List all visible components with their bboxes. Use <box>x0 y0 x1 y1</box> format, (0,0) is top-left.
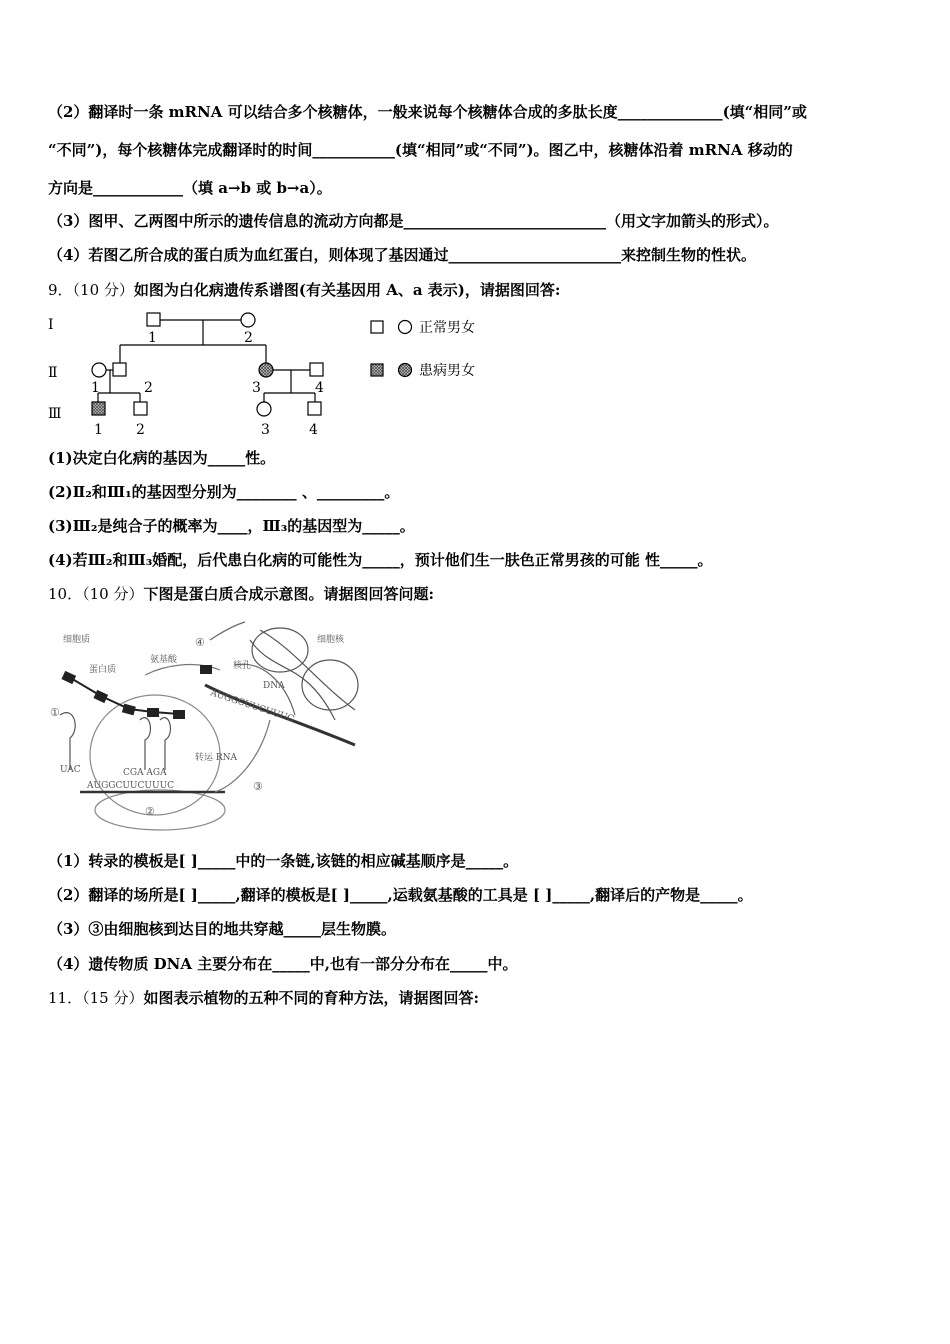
mark-1: ① <box>50 706 60 719</box>
q8-part2-line1: （2）翻译时一条 mRNA 可以结合多个核糖体，一般来说每个核糖体合成的多肽长度______________(填“相同”或 <box>48 103 807 121</box>
III2-label: 2 <box>136 422 145 438</box>
legend-affected-male-icon <box>371 364 383 376</box>
ped-II3-female-affected <box>259 363 273 377</box>
trna-label: 转运 RNA <box>195 753 238 763</box>
q8-part2-line2: “不同”)，每个核糖体完成翻译时的时间___________(填“相同”或“不同”)。图乙中，核糖体沿着 mRNA 移动的 <box>48 141 793 159</box>
II2-label: 2 <box>144 380 153 396</box>
q9-title: 如图为白化病遗传系谱图(有关基因用 A、a 表示)，请据图回答: <box>133 281 561 299</box>
q9-sub4: (4)若Ⅲ₂和Ⅲ₃婚配，后代患白化病的可能性为_____，预计他们生一肤色正常男孩的可能 性_____。 <box>48 551 713 569</box>
q10-title: 下图是蛋白质合成示意图。请据图回答问题: <box>143 585 434 603</box>
q10-number: 10．（10 分） <box>48 585 144 603</box>
q9-number: 9．（10 分） <box>48 281 134 299</box>
q11-header <box>48 988 479 1008</box>
legend-normal-male-icon <box>371 321 383 333</box>
ped-I1-male-normal <box>147 313 160 326</box>
gen-III-label: Ⅲ <box>48 406 62 422</box>
protein-synthesis-figure <box>45 620 370 835</box>
q11-number: 11．（15 分） <box>48 989 144 1007</box>
q9-sub3: (3)Ⅲ₂是纯合子的概率为____，Ⅲ₃的基因型为_____。 <box>48 517 415 535</box>
amino-acid-bead <box>200 665 212 674</box>
q10-sub2: （2）翻译的场所是[ ]_____,翻译的模板是[ ]_____,运载氨基酸的工具是 [ ]_____,翻译后的产物是_____。 <box>48 886 753 904</box>
q11-title: 如图表示植物的五种不同的育种方法，请据图回答: <box>143 989 479 1007</box>
protein-label: 蛋白质 <box>89 665 117 675</box>
legend-affected-female-icon <box>399 364 412 377</box>
amino-acid-label: 氨基酸 <box>150 655 178 665</box>
q10-sub1: （1）转录的模板是[ ]_____中的一条链,该链的相应碱基顺序是_____。 <box>48 852 519 870</box>
mark-4: ④ <box>195 636 205 649</box>
ped-II4-male-normal <box>310 363 323 376</box>
legend-normal-label: 正常男女 <box>419 320 475 336</box>
q9-sub1: (1)决定白化病的基因为_____性。 <box>48 449 276 467</box>
ped-III1-male-affected <box>92 402 105 415</box>
ped-I2-female-normal <box>241 313 255 327</box>
nucleus-label: 细胞核 <box>317 635 345 645</box>
dna-label: DNA <box>263 681 285 691</box>
mrna-seq-label: AUGGCUUCUUUC <box>87 781 175 791</box>
ped-III4-male-normal <box>308 402 321 415</box>
ped-II2-male-normal <box>113 363 126 376</box>
ped-III3-female-normal <box>257 402 271 416</box>
ped-III2-male-normal <box>134 402 147 415</box>
mark-2: ② <box>145 805 155 818</box>
q8-part2-line3: 方向是____________（填 a→b 或 b→a）。 <box>48 179 332 197</box>
codon-bottom-label: UAC <box>60 765 81 775</box>
cytoplasm-label: 细胞质 <box>63 635 91 645</box>
I2-label: 2 <box>244 330 253 346</box>
q10-sub3: （3）③由细胞核到达目的地共穿越_____层生物膜。 <box>48 920 396 938</box>
anticodon-label: CGA AGA <box>123 768 167 778</box>
gen-II-label: Ⅱ <box>48 365 58 381</box>
gen-I-label: Ⅰ <box>48 317 54 333</box>
legend-affected-label: 患病男女 <box>419 363 475 379</box>
pore-label: 核孔 <box>233 661 252 671</box>
II3-label: 3 <box>252 380 261 396</box>
mark-3: ③ <box>253 780 263 793</box>
pedigree-chart <box>40 305 520 440</box>
III4-label: 4 <box>309 422 318 438</box>
I1-label: 1 <box>148 330 157 346</box>
mrna-seq-top-label: AUGGCUUCUUUC <box>209 688 295 725</box>
q10-header <box>48 584 434 604</box>
q10-sub4: （4）遗传物质 DNA 主要分布在_____中,也有一部分分布在_____中。 <box>48 955 518 973</box>
III1-label: 1 <box>94 422 103 438</box>
q8-part3: （3）图甲、乙两图中所示的遗传信息的流动方向都是___________________________（用文字加箭头的形式）。 <box>48 212 779 230</box>
q8-part4: （4）若图乙所合成的蛋白质为血红蛋白，则体现了基因通过_______________________来控制生物的性状。 <box>48 246 756 264</box>
ped-II1-female-normal <box>92 363 106 377</box>
q9-sub2: (2)Ⅱ₂和Ⅲ₁的基因型分别为________ 、_________。 <box>48 483 400 501</box>
q9-header <box>48 280 560 300</box>
III3-label: 3 <box>261 422 270 438</box>
II1-label: 1 <box>91 380 100 396</box>
legend-normal-female-icon <box>399 321 412 334</box>
II4-label: 4 <box>315 380 324 396</box>
